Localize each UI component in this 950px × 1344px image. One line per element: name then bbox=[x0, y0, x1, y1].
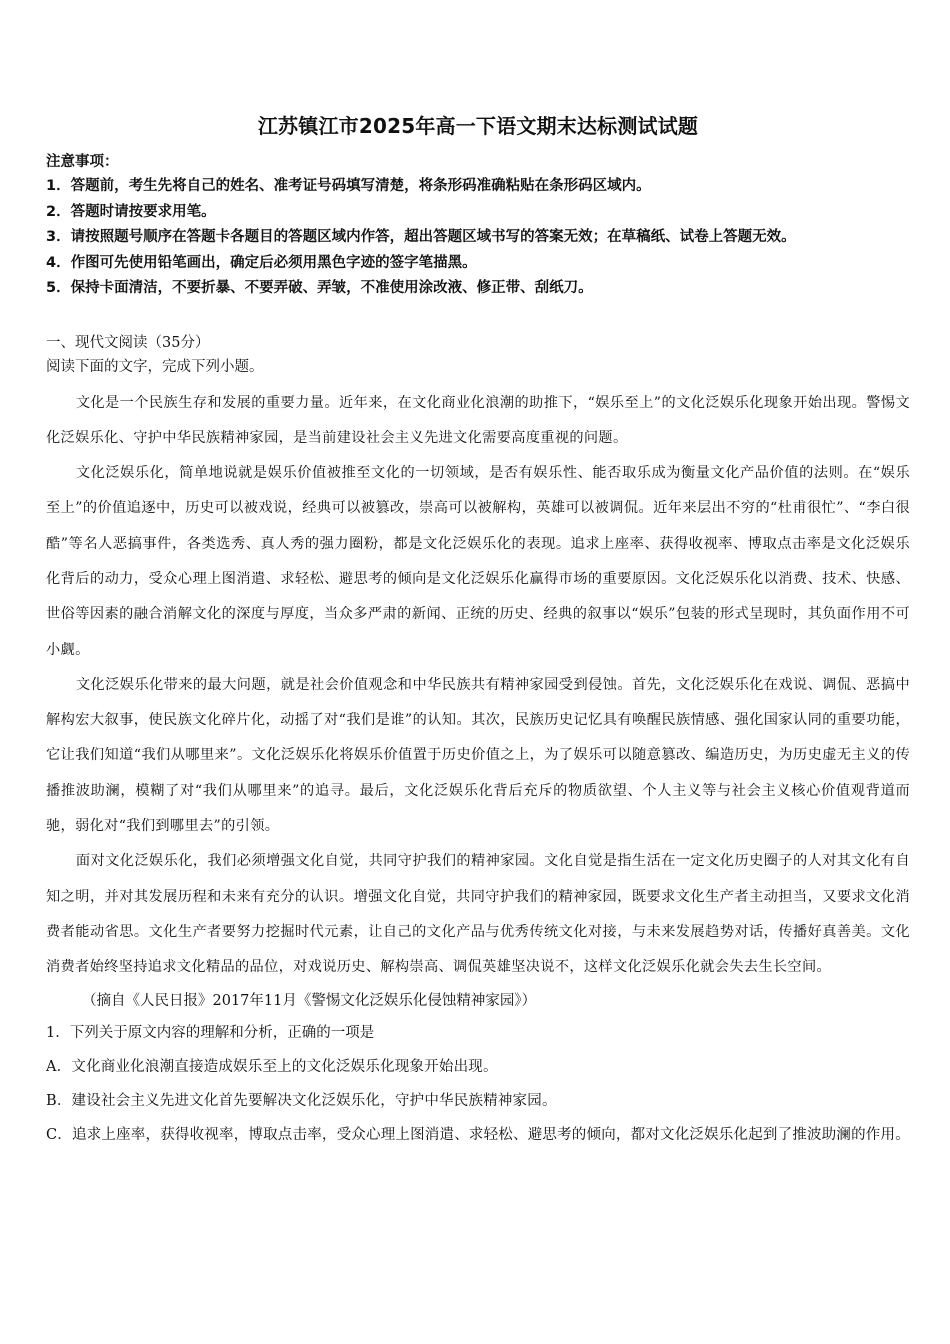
question-option-b: B．建设社会主义先进文化首先要解决文化泛娱乐化，守护中华民族精神家园。 bbox=[46, 1092, 557, 1109]
reading-passage bbox=[46, 386, 910, 986]
notice-item: 3．请按照题号顺序在答题卡各题目的答题区域内作答，超出答题区域书写的答案无效；在草稿纸、试卷上答题无效。 bbox=[46, 229, 796, 245]
section-title: 一、现代文阅读（35分） bbox=[46, 334, 210, 351]
passage-paragraph: 面对文化泛娱乐化，我们必须增强文化自觉，共同守护我们的精神家园。文化自觉是指生活在一定文化历史圈子的人对其文化有自知之明，并对其发展历程和未来有充分的认识。增强文化自觉，共同守护我们的精神家园，既要求文化生产者主动担当，又要求文化消费者能动省思。文化生产者要努力挖掘时代元素，让自己的文化产品与优秀传统文化对接，与未来发展趋势对话，传播好真善美。文化消费者始终坚持追求文化精品的品位，对戏说历史、解构崇高、调侃英雄坚决说不，这样文化泛娱乐化就会失去生长空间。 bbox=[46, 853, 910, 976]
notice-item: 2．答题时请按要求用笔。 bbox=[46, 203, 216, 220]
notice-heading: 注意事项： bbox=[46, 154, 119, 170]
passage-source: （摘自《人民日报》2017年11月《警惕文化泛娱乐化侵蚀精神家园》） bbox=[82, 992, 537, 1009]
notice-item: 5．保持卡面清洁，不要折暴、不要弄破、弄皱，不准使用涂改液、修正带、刮纸刀。 bbox=[46, 280, 593, 296]
passage-paragraph: 文化是一个民族生存和发展的重要力量。近年来，在文化商业化浪潮的助推下，“娱乐至上”的文化泛娱乐化现象开始出现。警惕文化泛娱乐化、守护中华民族精神家园，是当前建设社会主义先进文化需要高度重视的问题。 bbox=[46, 394, 910, 446]
question-option-a: A．文化商业化浪潮直接造成娱乐至上的文化泛娱乐化现象开始出现。 bbox=[46, 1058, 498, 1075]
page-title: 江苏镇江市2025年高一下语文期末达标测试试题 bbox=[257, 114, 699, 138]
question-option-c: C．追求上座率，获得收视率，博取点击率，受众心理上图消遣、求轻松、避思考的倾向，都对文化泛娱乐化起到了推波助澜的作用。 bbox=[46, 1126, 910, 1143]
section-intro: 阅读下面的文字，完成下列小题。 bbox=[46, 358, 264, 375]
exam-page bbox=[46, 0, 910, 1152]
notice-block bbox=[46, 150, 910, 302]
question-stem: 1．下列关于原文内容的理解和分析，正确的一项是 bbox=[46, 1024, 375, 1041]
passage-paragraph: 文化泛娱乐化带来的最大问题，就是社会价值观念和中华民族共有精神家园受到侵蚀。首先，文化泛娱乐化在戏说、调侃、恶搞中解构宏大叙事，使民族文化碎片化，动摇了对“我们是谁”的认知。其次，民族历史记忆具有唤醒民族情感、强化国家认同的重要功能，它让我们知道“我们从哪里来”。文化泛娱乐化将娱乐价值置于历史价值之上，为了娱乐可以随意篡改、编造历史，为历史虚无主义的传播推波助澜，模糊了对“我们从哪里来”的追寻。最后，文化泛娱乐化背后充斥的物质欲望、个人主义等与社会主义核心价值观背道而驰，弱化对“我们到哪里去”的引领。 bbox=[46, 676, 910, 835]
passage-paragraph: 文化泛娱乐化，简单地说就是娱乐价值被推至文化的一切领域，是否有娱乐性、能否取乐成为衡量文化产品价值的法则。在“娱乐至上”的价值追逐中，历史可以被戏说，经典可以被篡改，崇高可以被解构，英雄可以被调侃。近年来层出不穷的“杜甫很忙”、“李白很酷”等名人恶搞事件，各类选秀、真人秀的强力圈粉，都是文化泛娱乐化的表现。追求上座率、获得收视率、博取点击率是文化泛娱乐化背后的动力，受众心理上图消遣、求轻松、避思考的倾向是文化泛娱乐化赢得市场的重要原因。文化泛娱乐化以消费、技术、快感、世俗等因素的融合消解文化的深度与厚度，当众多严肃的新闻、正统的历史、经典的叙事以“娱乐”包装的形式呈现时，其负面作用不可小觑。 bbox=[46, 465, 910, 658]
notice-item: 1．答题前，考生先将自己的姓名、准考证号码填写清楚，将条形码准确粘贴在条形码区域内。 bbox=[46, 178, 651, 194]
notice-item: 4．作图可先使用铅笔画出，确定后必须用黑色字迹的签字笔描黑。 bbox=[46, 254, 477, 271]
